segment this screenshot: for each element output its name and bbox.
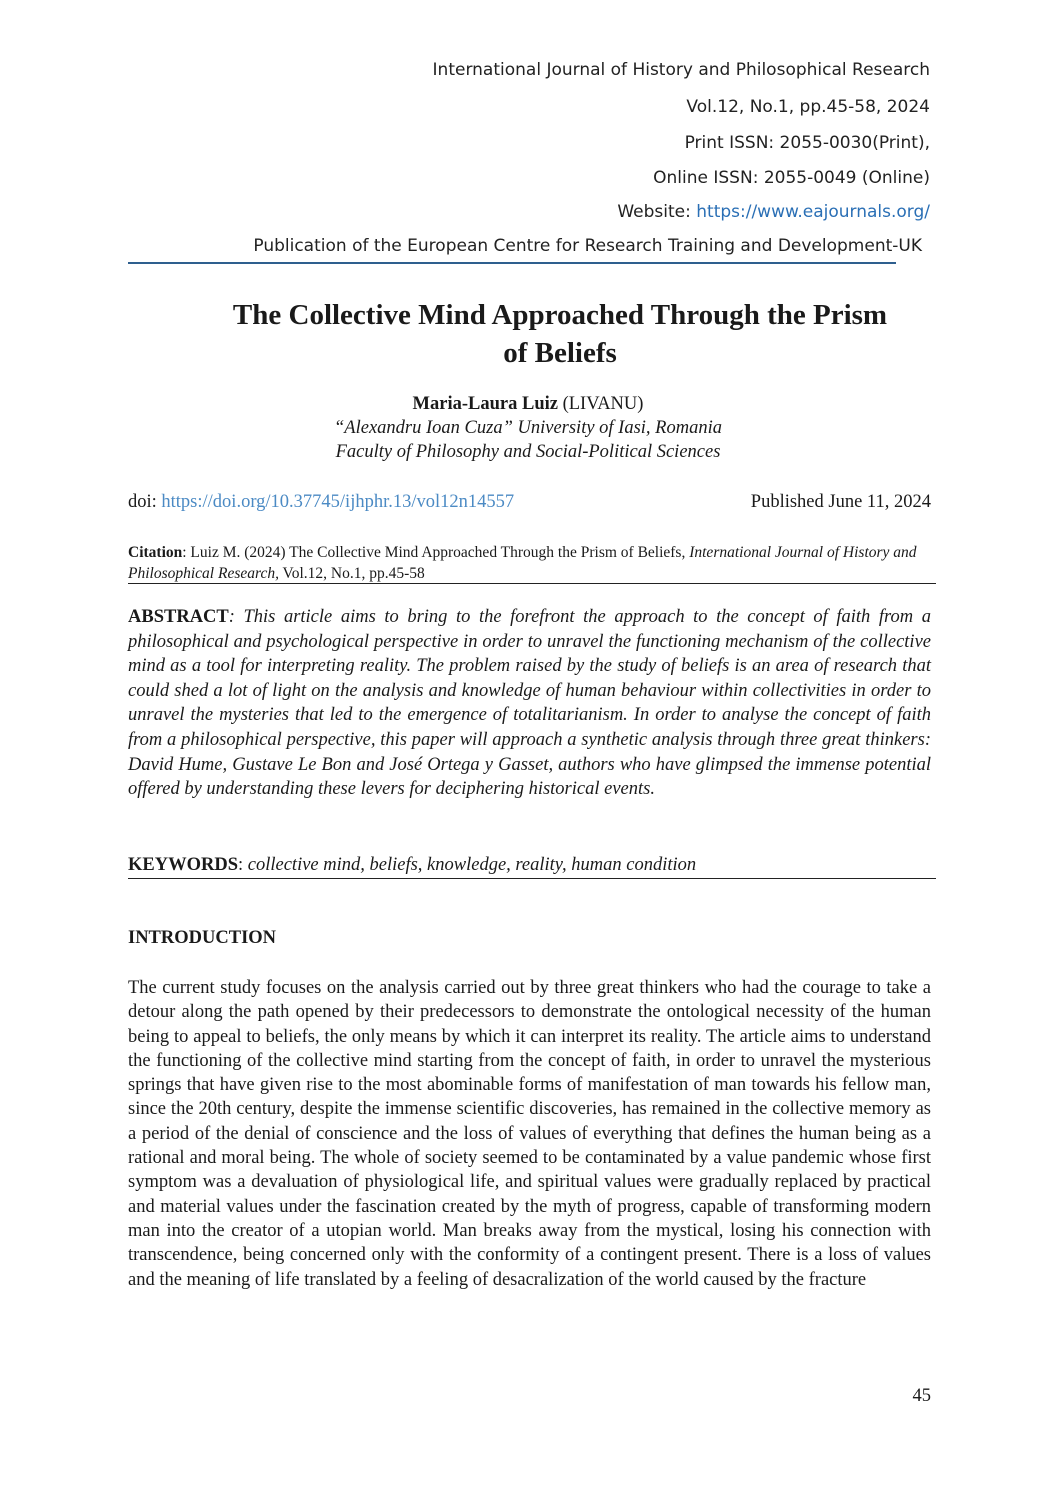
- citation-journal: International Journal of History and Philosophical Research,: [128, 544, 917, 582]
- website-label: Website:: [617, 202, 697, 222]
- website-line: [617, 202, 930, 222]
- doi-link[interactable]: https://doi.org/10.37745/ijhphr.13/vol12n14557: [161, 492, 515, 512]
- citation-text: : Luiz M. (2024) The Collective Mind Approached Through the Prism of Beliefs,: [182, 544, 690, 561]
- abstract-label: ABSTRACT: [128, 607, 229, 627]
- citation: [128, 542, 931, 584]
- doi-label: doi:: [128, 492, 162, 512]
- publisher-line: Publication of the European Centre for Research Training and Development-UK: [253, 236, 922, 256]
- abstract-text: : This article aims to bring to the forefront the approach to the concept of faith from a philosophical and psychological perspective in order to unravel the functioning mechanism of the collective mind as a tool for interpreting reality. The problem raised by the study of beliefs is an area of research that could shed a lot of light on the analysis and knowledge of human behaviour within collectivities in order to unravel the mysteries that led to the emergence of totalitarianism. In order to analyse the concept of faith from a philosophical perspective, this paper will approach a synthetic analysis through three great thinkers: David Hume, Gustave Le Bon and José Ortega y Gasset, authors who have glimpsed the immense potential offered by understanding these levers for deciphering historical events.: [128, 607, 931, 800]
- volume-info: Vol.12, No.1, pp.45-58, 2024: [686, 97, 930, 117]
- abstract: [128, 605, 931, 802]
- keywords-sep: :: [238, 855, 248, 875]
- body-paragraph: The current study focuses on the analysis carried out by three great thinkers who had the courage to take a detour along the path opened by their predecessors to demonstrate the ontological necessity of the human being to appeal to beliefs, the only means by which it can interpret its reality. The article aims to understand the functioning of the collective mind starting from the concept of faith, in order to unravel the mysterious springs that have given rise to the most abominable forms of manifestation of man towards his fellow man, since the 20th century, despite the immense scientific discoveries, has remained in the collective memory as a period of the denial of conscience and the loss of values of everything that defines the human being as a rational and moral being. The whole of society seemed to be contaminated by a value pandemic whose first symptom was a devaluation of physiological life, and spiritual values were gradually replaced by practical and material values under the fascination created by the myth of progress, capable of transforming modern man into the creator of a utopian world. Man breaks away from the mystical, losing his connection with transcendence, being concerned only with the conformity of a contingent present. There is a loss of values and the meaning of life translated by a feeling of desacralization of the world caused by the fracture: [128, 978, 931, 1290]
- author-university: “Alexandru Ioan Cuza” University of Iasi, Romania: [334, 418, 722, 438]
- citation-details: Vol.12, No.1, pp.45-58: [278, 565, 425, 582]
- published-date: Published June 11, 2024: [750, 492, 931, 512]
- doi: [128, 492, 514, 513]
- title-line-1: The Collective Mind Approached Through the Prism: [232, 299, 888, 331]
- paper-title: [130, 296, 990, 372]
- author-faculty: Faculty of Philosophy and Social-Political Sciences: [335, 442, 721, 462]
- citation-divider: [128, 583, 936, 584]
- doi-row: [128, 492, 931, 513]
- header-divider: [128, 262, 896, 264]
- citation-label: Citation: [128, 544, 183, 561]
- keywords: [128, 853, 931, 877]
- section-title: INTRODUCTION: [128, 928, 277, 948]
- print-issn: Print ISSN: 2055-0030(Print),: [684, 133, 930, 153]
- journal-name: International Journal of History and Philosophical Research: [432, 60, 930, 80]
- author-block: [128, 392, 928, 464]
- keywords-text: collective mind, beliefs, knowledge, reality, human condition: [247, 855, 697, 875]
- page-number: 45: [912, 1386, 931, 1406]
- author-alias: (LIVANU): [557, 394, 644, 414]
- keywords-label: KEYWORDS: [128, 855, 238, 875]
- title-line-2: of Beliefs: [503, 337, 617, 369]
- website-link[interactable]: https://www.eajournals.org/: [696, 202, 930, 222]
- online-issn: Online ISSN: 2055-0049 (Online): [653, 168, 930, 188]
- keywords-divider: [128, 878, 936, 879]
- author-name: Maria-Laura Luiz: [412, 394, 558, 414]
- author-line: [128, 392, 928, 416]
